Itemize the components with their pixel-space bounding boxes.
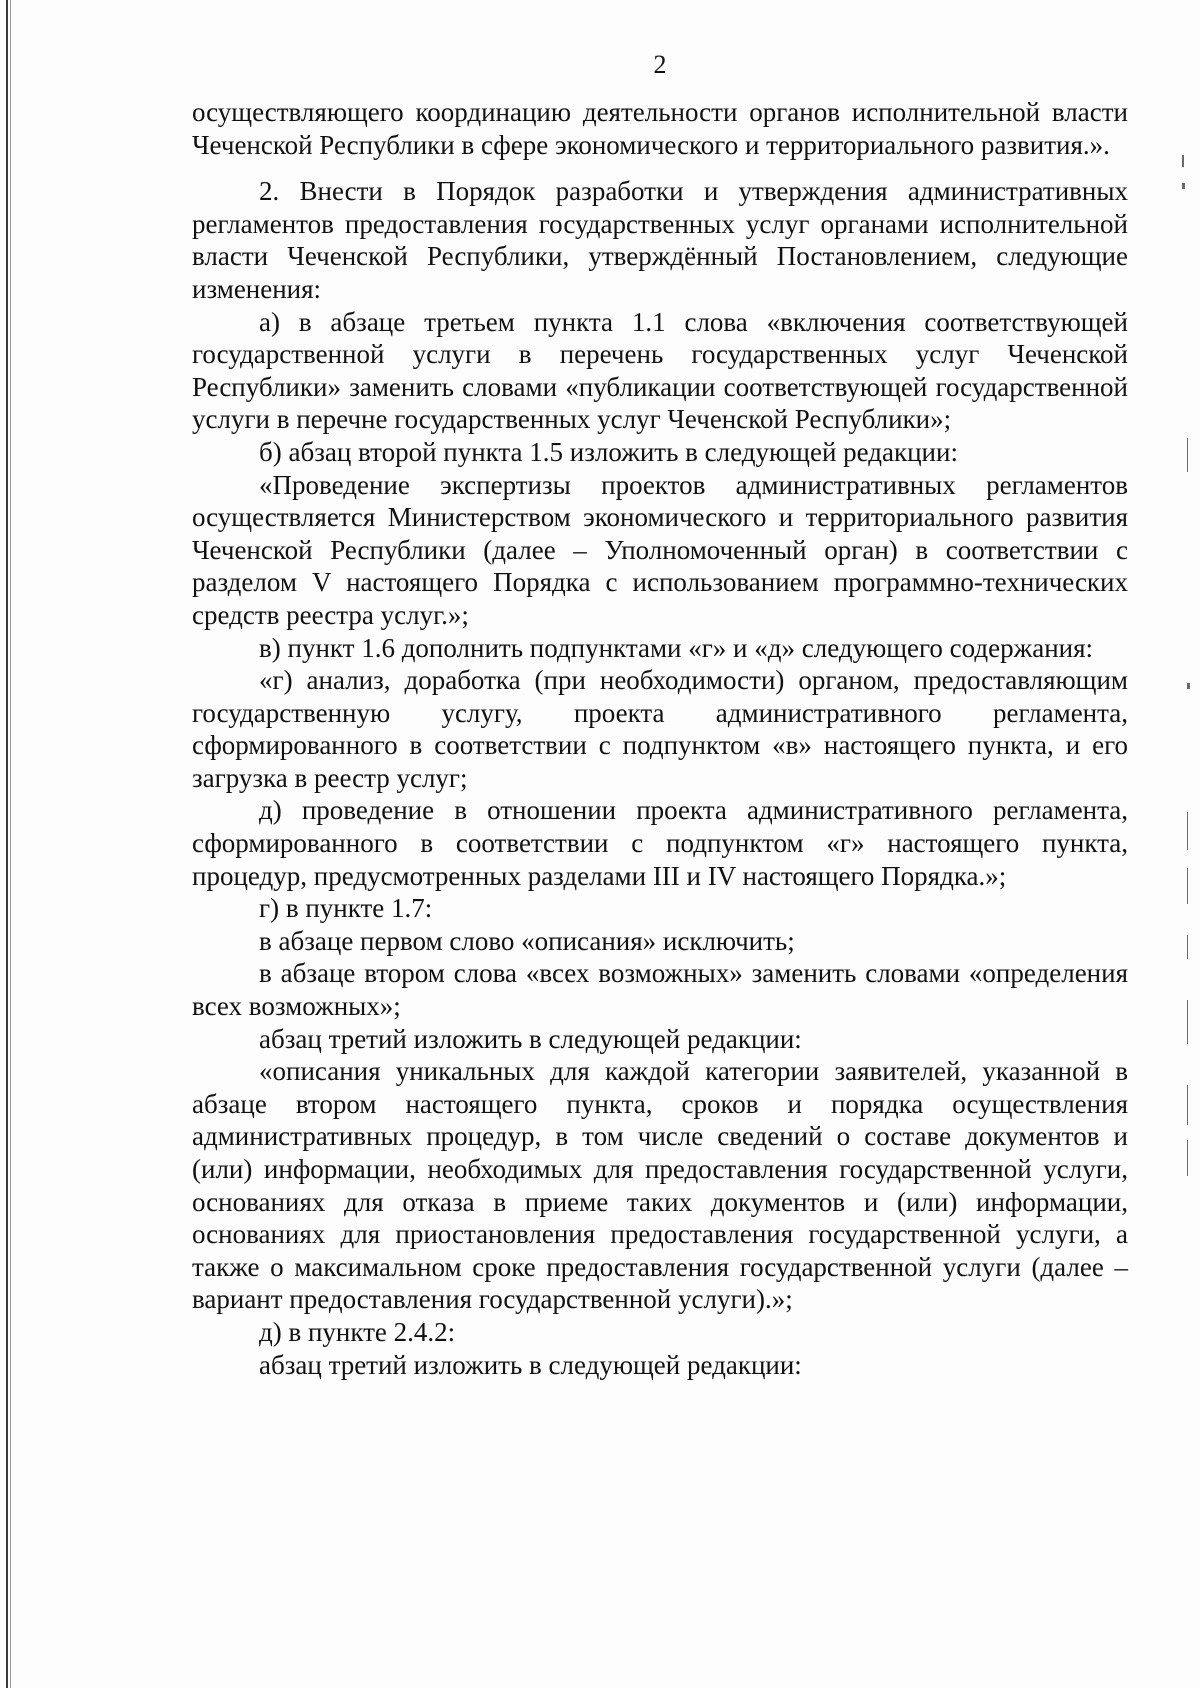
scan-artifact <box>1187 1140 1188 1176</box>
document-paragraph: 2. Внести в Порядок разработки и утверждения административных регламентов предоставления государственных услуг органами исполнительной власти Чеченской Республики, утверждённый Постановлением, следующие изменения: <box>192 176 1128 304</box>
scan-artifact <box>1187 438 1188 472</box>
scan-artifact <box>1187 935 1188 959</box>
scan-artifact <box>1187 1085 1188 1125</box>
document-paragraph: г) в пункте 1.7: <box>259 893 433 924</box>
document-paragraph: осуществляющего координацию деятельности органов исполнительной власти Чеченской Республики в сфере экономического и территориального развития.». <box>192 97 1128 160</box>
document-paragraph: д) в пункте 2.4.2: <box>259 1316 456 1347</box>
document-paragraph: «Проведение экспертизы проектов административных регламентов осуществляется Министерством экономического и территориального развития Чеченской Республики (далее – Уполномоченный орган) в соответствии с разделом V настоящего Порядка с использованием программно-технических средств реестра услуг.»; <box>192 469 1128 630</box>
scan-artifact <box>1182 183 1185 189</box>
scan-edge-line-thin <box>10 0 11 1688</box>
document-paragraph: абзац третий изложить в следующей редакции: <box>259 1023 802 1054</box>
document-paragraph: абзац третий изложить в следующей редакции: <box>259 1349 802 1380</box>
page-number: 2 <box>653 50 667 79</box>
document-paragraph: д) проведение в отношении проекта административного регламента, сформированного в соответствии с подпунктом «г» настоящего пункта, процедур, предусмотренных разделами III и IV настоящего Порядка.»; <box>192 795 1128 891</box>
scan-artifact <box>1187 868 1188 904</box>
document-paragraph: в абзаце первом слово «описания» исключить; <box>259 925 795 956</box>
document-paragraph: «описания уникальных для каждой категории заявителей, указанной в абзаце втором настоящего пункта, сроков и порядка осуществления административных процедур, в том числе сведений о составе документов и (или) информации, необходимых для предоставления государственной услуги, основаниях для отказа в приеме таких документов и (или) информации, основаниях для приостановления предоставления государственной услуги, а также о максимальном сроке предоставления государственной услуги (далее – вариант предоставления государственной услуги).»; <box>192 1056 1128 1315</box>
document-paragraph: в) пункт 1.6 дополнить подпунктами «г» и «д» следующего содержания: <box>259 632 1094 663</box>
document-paragraph: «г) анализ, доработка (при необходимости) органом, предоставляющим государственную услугу, проекта административного регламента, сформированного в соответствии с подпунктом «в» настоящего пункта, и его загрузка в реестр услуг; <box>192 665 1128 793</box>
scan-artifact <box>1187 1000 1188 1044</box>
scan-artifact <box>1187 683 1190 689</box>
scan-edge-line <box>6 0 8 1688</box>
document-paragraph: в абзаце втором слова «всех возможных» заменить словами «определения всех возможных»; <box>192 958 1128 1022</box>
document-paragraph: а) в абзаце третьем пункта 1.1 слова «включения соответствующей государственной услуги в перечень государственных услуг Чеченской Республики» заменить словами «публикации соответствующей государственной услуги в перечне государственных услуг Чеченской Республики»; <box>192 306 1128 435</box>
document-paragraph: б) абзац второй пункта 1.5 изложить в следующей редакции: <box>259 436 958 467</box>
document-body <box>192 96 1128 1381</box>
scan-artifact <box>1182 155 1184 167</box>
scan-artifact <box>1187 812 1188 850</box>
